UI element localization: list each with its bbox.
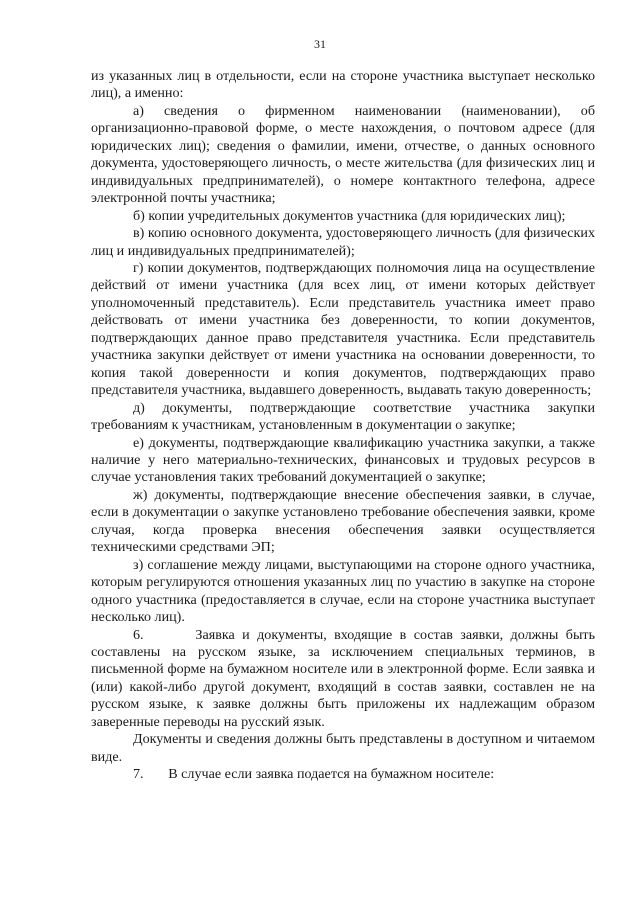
paragraph-item-zh: ж) документы, подтверждающие внесение обеспечения заявки, в случае, если в документации о закупке установлено требование обеспечения заявки, кроме случая, когда проверка внесения обеспечения заявки осуществляется техническими средствами ЭП;	[91, 486, 595, 556]
paragraph-item-z: з) соглашение между лицами, выступающими на стороне одного участника, которым регулируются отношения указанных лиц по участию в закупке на стороне одного участника (предоставляется в случае, если на стороне участника выступает несколько лиц).	[91, 556, 595, 626]
paragraph-continuation: из указанных лиц в отдельности, если на стороне участника выступает несколько лиц), а именно:	[91, 68, 595, 102]
paragraph-item-b: б) копии учредительных документов участника (для юридических лиц);	[133, 207, 566, 224]
paragraph-item-e: е) документы, подтверждающие квалификацию участника закупки, а также наличие у него материально-технических, финансовых и трудовых ресурсов в случае установления таких требований документацией о закупке;	[91, 434, 595, 486]
paragraph-documents-readable: Документы и сведения должны быть представлены в доступном и читаемом виде.	[91, 731, 595, 765]
paragraph-item-d: д) документы, подтверждающие соответствие участника закупки требованиям к участникам, установленным в документации о закупке;	[91, 399, 595, 434]
document-body	[91, 68, 595, 784]
paragraph-item-g: г) копии документов, подтверждающих полномочия лица на осуществление действий от имени участника (для всех лиц, от имени которых действует уполномоченный представитель). Если представитель участника имеет право действовать от имени участника без доверенности, то копии документов, подтверждающих данное право представителя участника. Если представитель участника закупки действует от имени участника на основании доверенности, то копия такой доверенности и копия документов, подтверждающих право представителя участника, выдавшего доверенность, выдавать такую доверенность;	[91, 259, 595, 399]
paragraph-section-7: 7. В случае если заявка подается на бумажном носителе:	[133, 766, 495, 783]
paragraph-item-v: в) копию основного документа, удостоверяющего личность (для физических лиц и индивидуальных предпринимателей);	[91, 225, 595, 259]
page-number: 31	[314, 37, 326, 51]
paragraph-section-6: 6. Заявка и документы, входящие в состав заявки, должны быть составлены на русском языке, за исключением специальных терминов, в письменной форме на бумажном носителе или в электронной форме. Если заявка и (или) какой-либо другой документ, входящий в состав заявки, составлен не на русском языке, к заявке должны быть приложены их надлежащим образом заверенные переводы на русский язык.	[91, 626, 595, 730]
paragraph-item-a: а) сведения о фирменном наименовании (наименовании), об организационно-правовой форме, о месте нахождения, о почтовом адресе (для юридических лиц); сведения о фамилии, имени, отчестве, о данных основного документа, удостоверяющего личность, о месте жительства (для физических лиц и индивидуальных предпринимателей), о номере контактного телефона, адресе электронной почты участника;	[91, 102, 595, 207]
